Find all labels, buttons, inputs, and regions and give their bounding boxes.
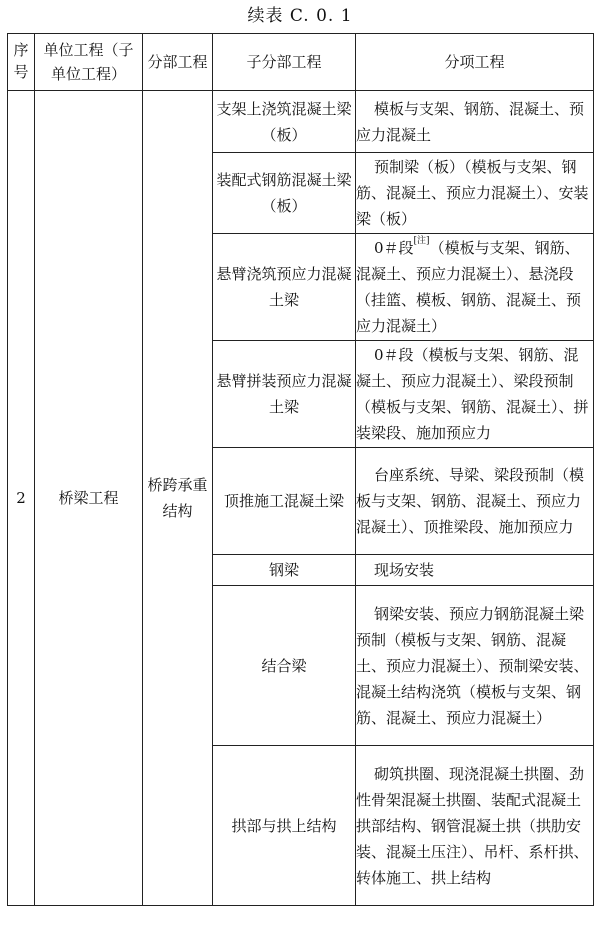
subdivision-cell: 结合梁 bbox=[213, 586, 356, 746]
header-subdivision: 子分部工程 bbox=[213, 34, 356, 91]
item-cell: 模板与支架、钢筋、混凝土、预应力混凝土 bbox=[356, 91, 594, 153]
subdivision-cell: 钢梁 bbox=[213, 555, 356, 586]
item-text: （模板与支架、钢筋、混凝土、预应力混凝土）、悬浇段（挂篮、模板、钢筋、混凝土、预应力混凝土） bbox=[356, 239, 582, 335]
subdivision-cell: 支架上浇筑混凝土梁（板） bbox=[213, 91, 356, 153]
division-cell: 桥跨承重结构 bbox=[143, 91, 213, 906]
table-row bbox=[8, 91, 594, 153]
header-row bbox=[8, 34, 594, 91]
item-cell: 台座系统、导梁、梁段预制（模板与支架、钢筋、混凝土、预应力混凝土）、顶推梁段、施加预应力 bbox=[356, 448, 594, 555]
unit-cell: 桥梁工程 bbox=[35, 91, 143, 906]
header-item: 分项工程 bbox=[356, 34, 594, 91]
item-prefix: 0＃段 bbox=[374, 239, 414, 257]
table-caption: 续表 C. 0. 1 bbox=[247, 6, 353, 26]
item-cell: 钢梁安装、预应力钢筋混凝土梁预制（模板与支架、钢筋、混凝土、预应力混凝土）、预制梁安装、混凝土结构浇筑（模板与支架、钢筋、混凝土、预应力混凝土） bbox=[356, 586, 594, 746]
subdivision-cell: 悬臂拼装预应力混凝土梁 bbox=[213, 341, 356, 448]
header-index: 序号 bbox=[8, 34, 35, 91]
subdivision-cell: 拱部与拱上结构 bbox=[213, 746, 356, 906]
footnote-marker: [注] bbox=[413, 236, 430, 246]
subdivision-cell: 装配式钢筋混凝土梁（板） bbox=[213, 153, 356, 234]
header-division: 分部工程 bbox=[143, 34, 213, 91]
item-cell: 0＃段（模板与支架、钢筋、混凝土、预应力混凝土）、梁段预制（模板与支架、钢筋、混凝土）、拼装梁段、施加预应力 bbox=[356, 341, 594, 448]
item-cell bbox=[356, 234, 594, 341]
division-table bbox=[7, 33, 594, 906]
item-cell: 预制梁（板）（模板与支架、钢筋、混凝土、预应力混凝土）、安装梁（板） bbox=[356, 153, 594, 234]
item-cell: 砌筑拱圈、现浇混凝土拱圈、劲性骨架混凝土拱圈、装配式混凝土拱部结构、钢管混凝土拱（拱肋安装、混凝土压注）、吊杆、系杆拱、转体施工、拱上结构 bbox=[356, 746, 594, 906]
item-cell: 现场安装 bbox=[356, 555, 594, 586]
subdivision-cell: 顶推施工混凝土梁 bbox=[213, 448, 356, 555]
header-unit: 单位工程（子单位工程） bbox=[35, 34, 143, 91]
row-index: 2 bbox=[8, 91, 35, 906]
subdivision-cell: 悬臂浇筑预应力混凝土梁 bbox=[213, 234, 356, 341]
